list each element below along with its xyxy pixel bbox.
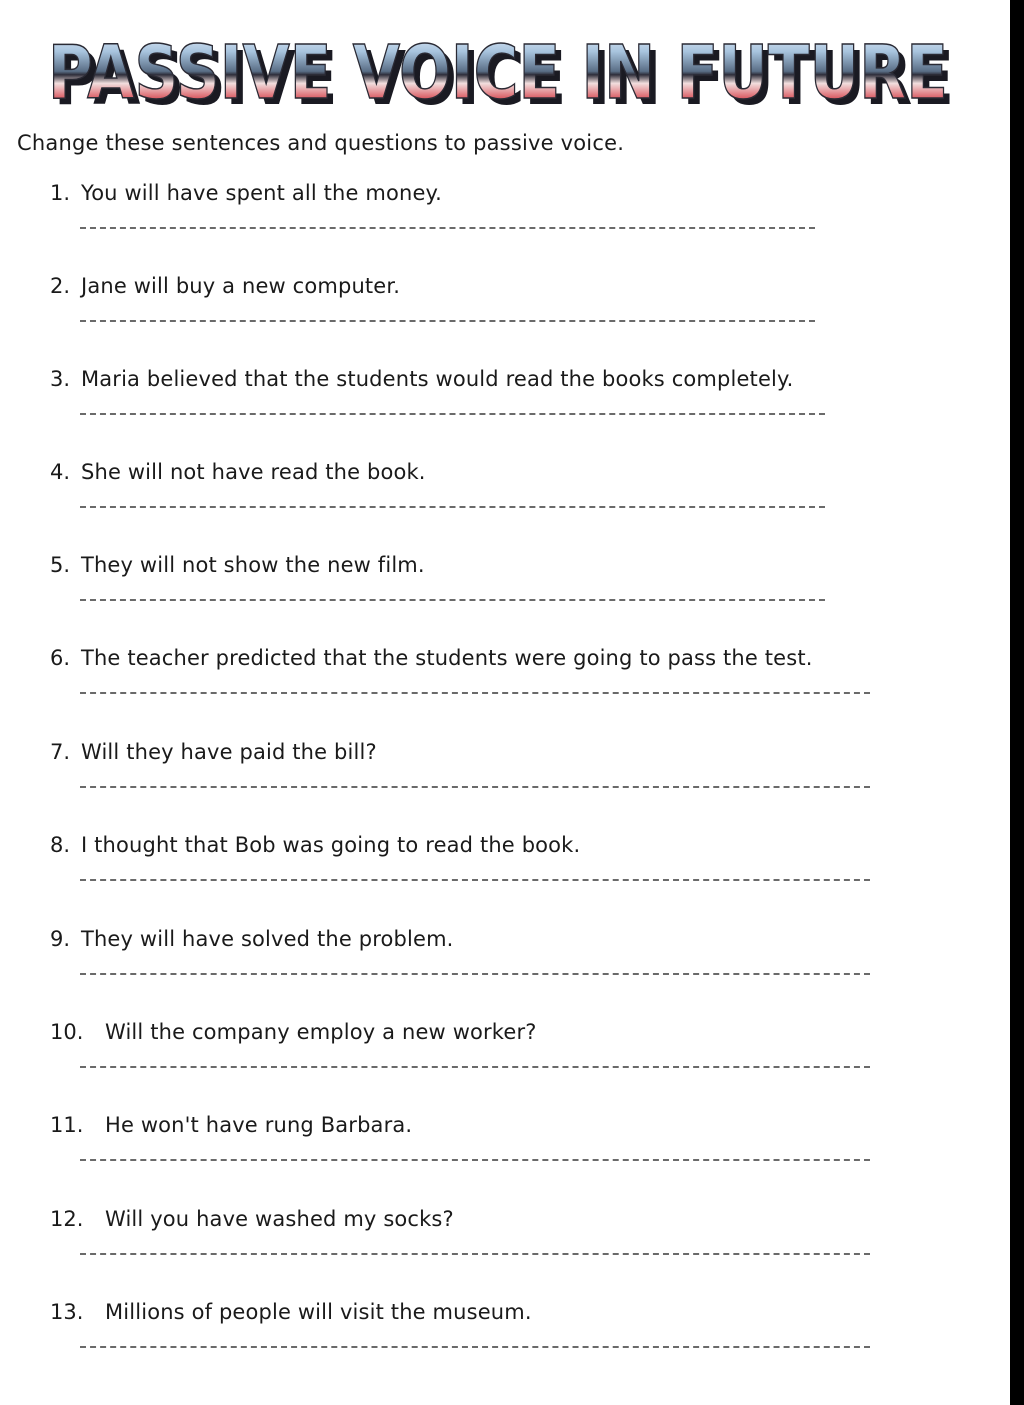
exercise-number: 2. bbox=[50, 274, 71, 298]
exercise-sentence: Will you have washed my socks? bbox=[105, 1207, 454, 1231]
exercise-sentence: Will the company employ a new worker? bbox=[105, 1020, 537, 1044]
answer-line[interactable] bbox=[80, 599, 825, 601]
exercise-item bbox=[0, 553, 1000, 646]
exercise-number: 5. bbox=[50, 553, 71, 577]
exercise-sentence: She will not have read the book. bbox=[81, 460, 426, 484]
page-edge bbox=[1010, 0, 1024, 1405]
exercise-sentence: They will have solved the problem. bbox=[81, 927, 454, 951]
exercise-item bbox=[0, 181, 1000, 274]
exercise-sentence: Will they have paid the bill? bbox=[81, 740, 377, 764]
exercise-number: 1. bbox=[50, 181, 71, 205]
answer-line[interactable] bbox=[80, 973, 870, 975]
exercise-number: 10. bbox=[50, 1020, 84, 1044]
answer-line[interactable] bbox=[80, 1066, 870, 1068]
answer-line[interactable] bbox=[80, 1346, 870, 1348]
answer-line[interactable] bbox=[80, 506, 825, 508]
exercise-sentence: Millions of people will visit the museum. bbox=[105, 1300, 532, 1324]
exercise-item bbox=[0, 1207, 1000, 1300]
exercise-number: 7. bbox=[50, 740, 71, 764]
exercise-number: 3. bbox=[50, 367, 71, 391]
exercise-item bbox=[0, 1113, 1000, 1206]
answer-line[interactable] bbox=[80, 320, 815, 322]
title-shadow: PASSIVE VOICE IN FUTURE bbox=[54, 36, 954, 117]
exercise-number: 11. bbox=[50, 1113, 84, 1137]
exercise-sentence: Maria believed that the students would read the books completely. bbox=[81, 367, 794, 391]
answer-line[interactable] bbox=[80, 786, 870, 788]
answer-line[interactable] bbox=[80, 1253, 870, 1255]
exercise-sentence: You will have spent all the money. bbox=[81, 181, 442, 205]
title-text: PASSIVE VOICE IN FUTURE bbox=[48, 30, 948, 116]
exercise-item bbox=[0, 1020, 1000, 1113]
answer-line[interactable] bbox=[80, 692, 870, 694]
exercise-item bbox=[0, 274, 1000, 367]
exercise-sentence: They will not show the new film. bbox=[81, 553, 425, 577]
exercise-item bbox=[0, 460, 1000, 553]
exercise-number: 4. bbox=[50, 460, 71, 484]
exercise-item bbox=[0, 367, 1000, 460]
answer-line[interactable] bbox=[80, 227, 815, 229]
instruction-text: Change these sentences and questions to passive voice. bbox=[17, 131, 625, 155]
exercise-sentence: Jane will buy a new computer. bbox=[81, 274, 401, 298]
answer-line[interactable] bbox=[80, 413, 825, 415]
exercise-item bbox=[0, 927, 1000, 1020]
exercise-sentence: The teacher predicted that the students were going to pass the test. bbox=[81, 646, 813, 670]
exercise-item bbox=[0, 833, 1000, 926]
exercise-number: 8. bbox=[50, 833, 71, 857]
exercise-number: 12. bbox=[50, 1207, 84, 1231]
exercise-item bbox=[0, 740, 1000, 833]
exercise-sentence: He won't have rung Barbara. bbox=[105, 1113, 413, 1137]
answer-line[interactable] bbox=[80, 1159, 870, 1161]
exercise-item bbox=[0, 646, 1000, 739]
exercise-number: 9. bbox=[50, 927, 71, 951]
exercise-number: 6. bbox=[50, 646, 71, 670]
answer-line[interactable] bbox=[80, 879, 870, 881]
exercise-sentence: I thought that Bob was going to read the book. bbox=[81, 833, 581, 857]
exercise-item bbox=[0, 1300, 1000, 1393]
worksheet-title bbox=[40, 22, 960, 117]
title-wordart bbox=[40, 22, 960, 117]
exercise-number: 13. bbox=[50, 1300, 84, 1324]
